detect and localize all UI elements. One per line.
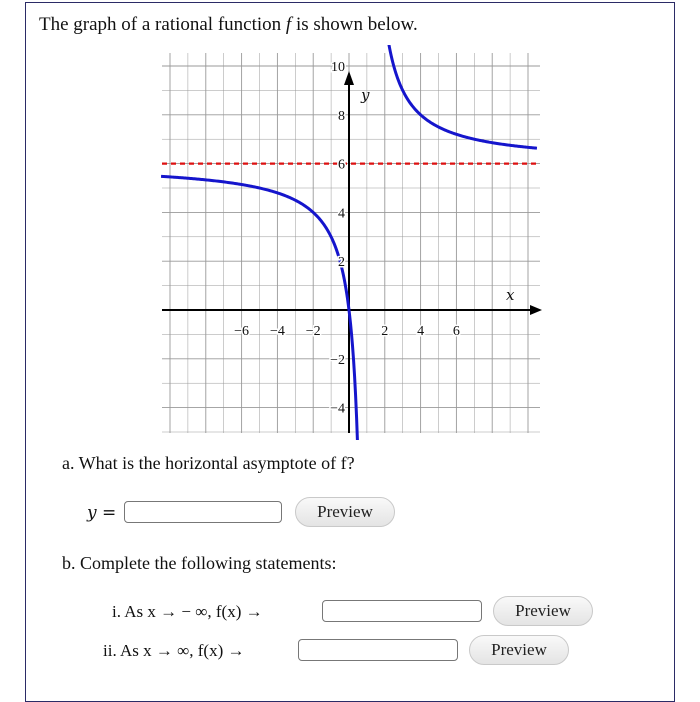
preview-button-ii[interactable]: Preview xyxy=(469,635,569,665)
x-axis-arrow xyxy=(530,305,542,315)
question-b-prompt: b. Complete the following statements: xyxy=(62,553,337,573)
intro-text-after: is shown below. xyxy=(291,14,418,35)
x-tick-label: 4 xyxy=(417,324,425,339)
intro-text xyxy=(39,14,418,36)
statement-ii-label: ii. As x → ∞, f(x) → xyxy=(103,641,245,660)
x-tick-label: 2 xyxy=(381,324,389,339)
x-tick-label: −2 xyxy=(305,324,321,339)
y-tick-label: 8 xyxy=(338,108,345,124)
intro-text-before: The graph of a rational function xyxy=(39,14,286,35)
y-tick-label: −4 xyxy=(330,401,345,417)
graph-axes xyxy=(162,71,542,433)
question-a-prompt: a. What is the horizontal asymptote of f? xyxy=(62,453,355,473)
y-axis-label: y xyxy=(361,86,370,104)
right-branch-curve xyxy=(378,45,537,148)
x-axis-label: x xyxy=(506,286,515,304)
y-tick-label: 6 xyxy=(338,157,345,173)
preview-button-a[interactable]: Preview xyxy=(295,497,395,527)
y-tick-label: 2 xyxy=(338,255,345,271)
x-tick-label: −6 xyxy=(234,324,250,339)
intro-function-var: f xyxy=(285,14,292,35)
horizontal-asymptote-input[interactable] xyxy=(124,501,282,523)
rational-function-graph xyxy=(150,45,550,440)
y-tick-label: 4 xyxy=(338,206,345,222)
graph-labels xyxy=(234,60,515,417)
statement-i-label: i. As x → − ∞, f(x) → xyxy=(112,602,263,621)
x-tick-label: −4 xyxy=(269,324,285,339)
y-tick-label: −2 xyxy=(330,352,345,368)
left-branch-curve xyxy=(161,176,364,440)
statement-ii-input[interactable] xyxy=(298,639,458,661)
preview-button-i[interactable]: Preview xyxy=(493,596,593,626)
y-axis-arrow xyxy=(344,71,354,85)
answer-a-label: y = xyxy=(87,503,117,523)
statement-i-input[interactable] xyxy=(322,600,482,622)
graph-grid xyxy=(162,53,540,433)
y-tick-label: 10 xyxy=(331,60,345,75)
x-tick-label: 6 xyxy=(452,324,460,339)
